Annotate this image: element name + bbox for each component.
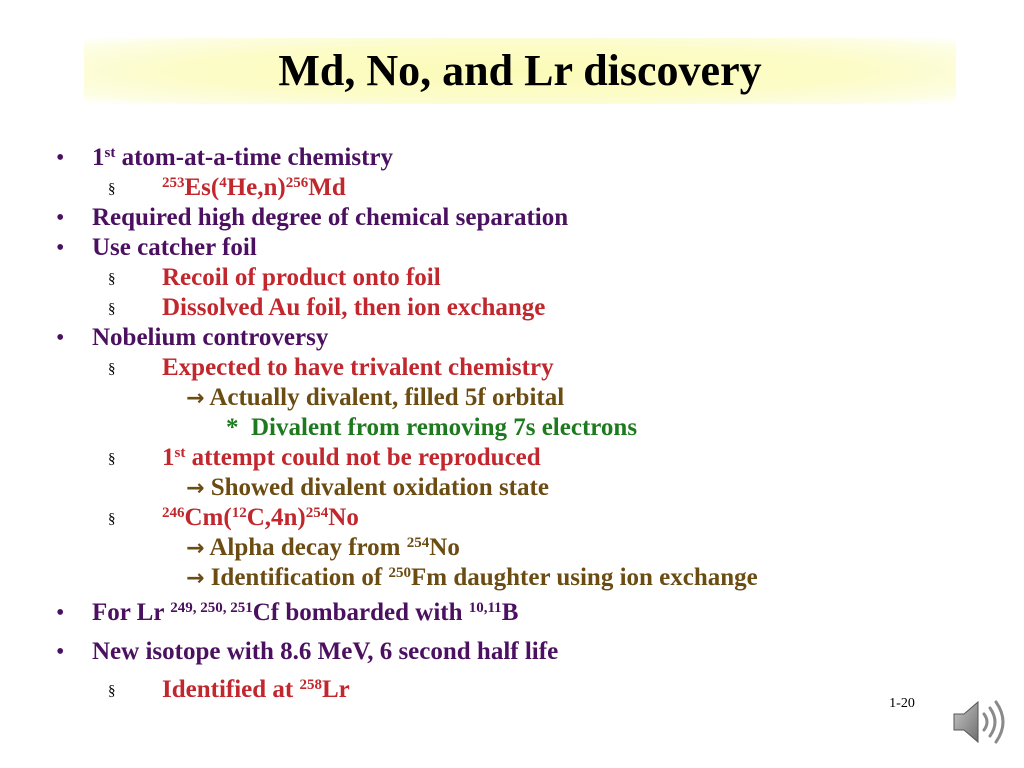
bullet-chemical-separation: Required high degree of chemical separation bbox=[92, 204, 569, 231]
star-item-7s-electrons bbox=[226, 413, 637, 443]
arrow-text: Identification of bbox=[210, 564, 389, 591]
sub-bullet-marker: § bbox=[108, 301, 116, 317]
sub-bullet-marker: § bbox=[108, 511, 116, 527]
sub-bullet-cm-reaction bbox=[162, 503, 359, 533]
mass-number: 246 bbox=[162, 504, 185, 521]
sub-bullet-marker: § bbox=[108, 361, 116, 377]
speaker-icon[interactable] bbox=[950, 694, 1014, 750]
bullet-lr-bombardment bbox=[92, 598, 518, 628]
arrow-right-icon: → bbox=[186, 566, 205, 591]
element-symbol: B bbox=[501, 599, 519, 626]
asterisk-icon: * bbox=[226, 414, 239, 441]
sub-bullet-trivalent: Expected to have trivalent chemistry bbox=[162, 354, 554, 381]
reaction-part: C,4n) bbox=[246, 504, 306, 531]
sub-bullet-text: attempt could not be reproduced bbox=[185, 444, 541, 471]
element-symbol: Fm daughter using ion exchange bbox=[410, 564, 758, 591]
bullet-marker: • bbox=[56, 600, 65, 626]
reaction-part: Md bbox=[308, 174, 346, 201]
sub-bullet-marker: § bbox=[108, 271, 116, 287]
arrow-item-divalent bbox=[186, 383, 564, 413]
page-number: 1-20 bbox=[889, 696, 915, 711]
bullet-marker: • bbox=[56, 145, 65, 171]
arrow-text: Actually divalent, filled 5f orbital bbox=[209, 384, 565, 411]
bullet-marker: • bbox=[56, 235, 65, 261]
arrow-item-oxidation-state bbox=[186, 473, 549, 503]
mass-number: 256 bbox=[285, 174, 309, 191]
sub-bullet-text: Identified at bbox=[162, 676, 300, 703]
bullet-catcher-foil: Use catcher foil bbox=[92, 234, 257, 261]
sub-bullet-dissolved-au: Dissolved Au foil, then ion exchange bbox=[162, 294, 546, 321]
bullet-marker: • bbox=[56, 325, 65, 351]
bullet-atom-at-a-time bbox=[92, 143, 393, 173]
ordinal-suffix: st bbox=[104, 144, 116, 161]
sub-bullet-marker: § bbox=[108, 451, 116, 467]
star-text: Divalent from removing 7s electrons bbox=[251, 414, 638, 441]
bullet-nobelium-controversy: Nobelium controversy bbox=[92, 324, 329, 351]
mass-number: 12 bbox=[231, 504, 247, 521]
ordinal-base: 1 bbox=[92, 144, 105, 171]
mass-number: 4 bbox=[219, 174, 227, 191]
arrow-right-icon: → bbox=[186, 536, 205, 561]
reaction-part: Es( bbox=[184, 174, 220, 201]
arrow-item-fm-daughter bbox=[186, 563, 758, 593]
bullet-text: Cf bombarded with bbox=[252, 599, 469, 626]
element-symbol: Lr bbox=[322, 676, 350, 703]
bullet-marker: • bbox=[56, 205, 65, 231]
element-symbol: No bbox=[429, 534, 460, 561]
slide-title: Md, No, and Lr discovery bbox=[278, 46, 762, 95]
bullet-marker: • bbox=[56, 639, 65, 665]
bullet-text: atom-at-a-time chemistry bbox=[115, 144, 394, 171]
reaction-part: No bbox=[328, 504, 359, 531]
mass-number: 253 bbox=[162, 174, 185, 191]
arrow-right-icon: → bbox=[186, 386, 205, 411]
sub-bullet-marker: § bbox=[108, 181, 116, 197]
mass-number: 254 bbox=[406, 534, 430, 551]
bullet-new-isotope: New isotope with 8.6 MeV, 6 second half life bbox=[92, 638, 559, 665]
reaction-part: He,n) bbox=[226, 174, 286, 201]
mass-number: 254 bbox=[305, 504, 329, 521]
sub-bullet-marker: § bbox=[108, 683, 116, 699]
ordinal-suffix: st bbox=[174, 444, 186, 461]
arrow-right-icon: → bbox=[186, 476, 205, 501]
mass-number: 10,11 bbox=[468, 599, 502, 616]
arrow-text: Alpha decay from bbox=[209, 534, 407, 561]
sub-bullet-es-reaction bbox=[162, 173, 346, 203]
mass-number: 258 bbox=[299, 676, 322, 693]
reaction-part: Cm( bbox=[184, 504, 232, 531]
arrow-text: Showed divalent oxidation state bbox=[210, 474, 549, 501]
mass-number: 250 bbox=[388, 564, 411, 581]
ordinal-base: 1 bbox=[162, 444, 175, 471]
mass-number: 249, 250, 251 bbox=[170, 599, 253, 616]
sub-bullet-recoil: Recoil of product onto foil bbox=[162, 264, 441, 291]
sub-bullet-identified-lr bbox=[162, 675, 350, 705]
sub-bullet-first-attempt bbox=[162, 443, 541, 473]
arrow-item-alpha-decay bbox=[186, 533, 460, 563]
bullet-text: For Lr bbox=[92, 599, 171, 626]
